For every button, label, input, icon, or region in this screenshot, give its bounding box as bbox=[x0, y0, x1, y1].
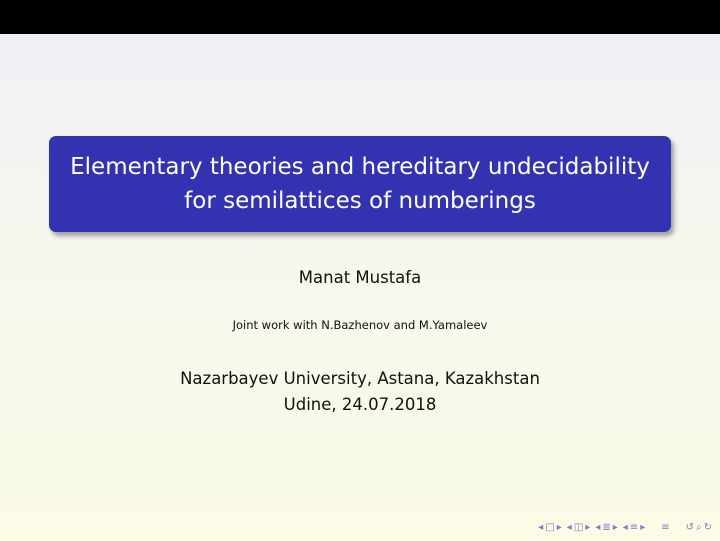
document-next-icon[interactable]: ▸ bbox=[640, 521, 646, 533]
section-icon[interactable]: ≣ bbox=[602, 521, 611, 533]
subsection-icon[interactable]: ◫ bbox=[573, 521, 584, 533]
frame-icon[interactable]: □ bbox=[545, 521, 555, 533]
search-icon[interactable]: ⌕ bbox=[696, 521, 702, 533]
search-navigation bbox=[686, 522, 712, 533]
author-name: Manat Mustafa bbox=[298, 268, 422, 287]
back-icon[interactable]: ↺ bbox=[685, 521, 694, 533]
document-navigation bbox=[623, 522, 645, 533]
document-prev-icon[interactable]: ◂ bbox=[622, 521, 628, 533]
subsection-navigation bbox=[567, 522, 591, 533]
forward-icon[interactable]: ↻ bbox=[703, 521, 712, 533]
institution: Nazarbayev University, Astana, Kazakhstan bbox=[180, 369, 540, 388]
title-line-1: Elementary theories and hereditary undecidability bbox=[70, 154, 650, 180]
frame-prev-icon[interactable]: ◂ bbox=[538, 521, 544, 533]
top-bar bbox=[0, 0, 720, 34]
document-icon[interactable]: ≡ bbox=[629, 521, 639, 533]
title-box bbox=[49, 136, 671, 232]
subsection-prev-icon[interactable]: ◂ bbox=[566, 521, 572, 533]
title-line-2: for semilattices of numberings bbox=[184, 188, 536, 214]
beamer-navigation-bar bbox=[538, 520, 712, 534]
frame-navigation bbox=[538, 522, 562, 533]
subsection-next-icon[interactable]: ▸ bbox=[585, 521, 591, 533]
joint-work-note: Joint work with N.Bazhenov and M.Yamaleev bbox=[232, 318, 488, 332]
section-prev-icon[interactable]: ◂ bbox=[595, 521, 601, 533]
goto-icon[interactable]: ≡ bbox=[661, 521, 670, 533]
slide bbox=[0, 34, 720, 541]
frame-next-icon[interactable]: ▸ bbox=[556, 521, 562, 533]
place-date: Udine, 24.07.2018 bbox=[283, 395, 437, 414]
section-next-icon[interactable]: ▸ bbox=[612, 521, 618, 533]
institution-block bbox=[0, 366, 720, 418]
section-navigation bbox=[595, 522, 617, 533]
